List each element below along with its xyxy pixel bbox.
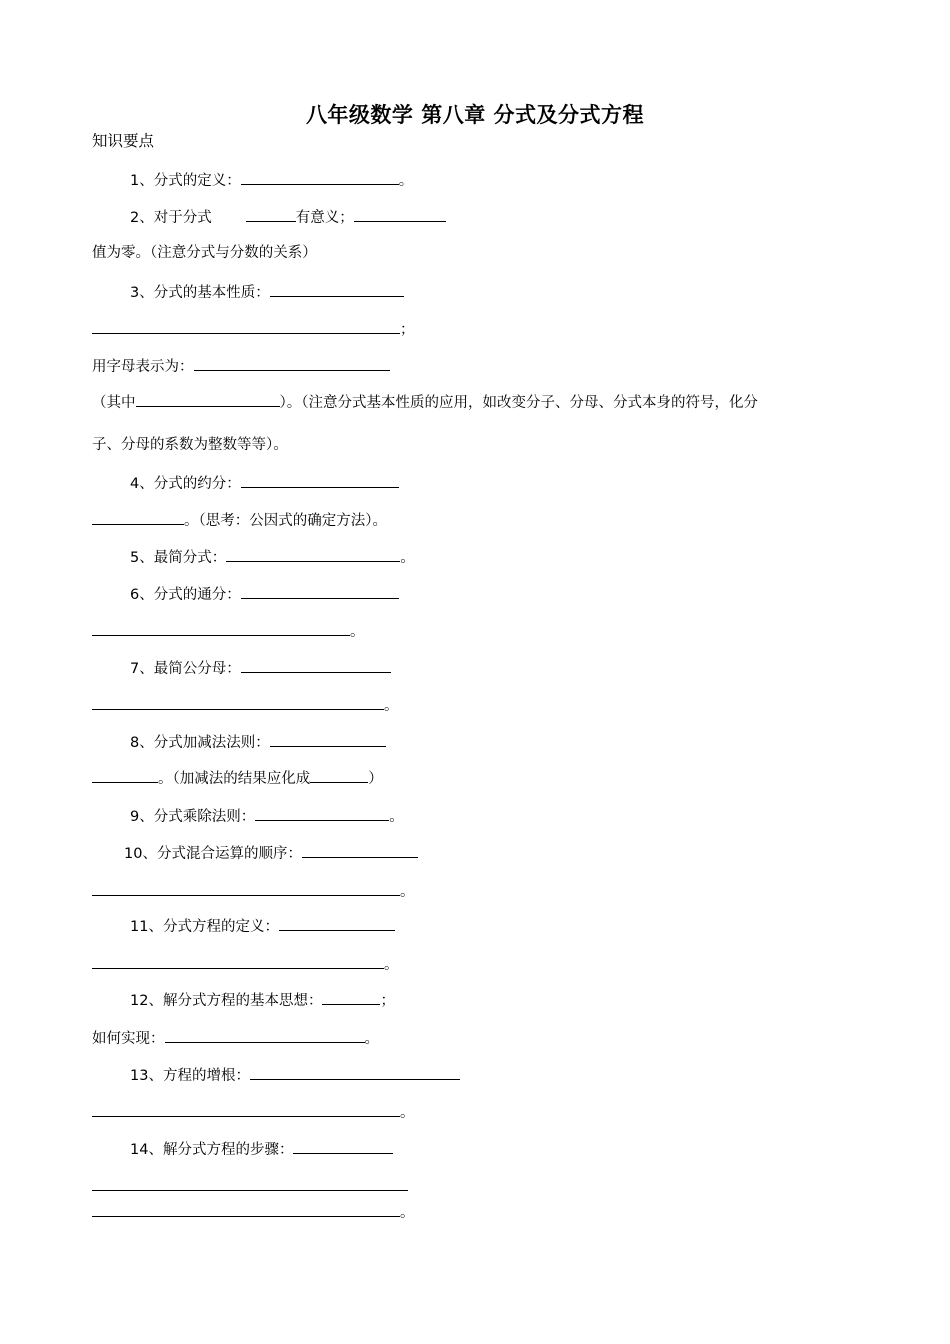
answer-blank[interactable] [241, 169, 399, 185]
answer-blank[interactable] [165, 1027, 365, 1043]
answer-blank[interactable] [92, 318, 400, 334]
answer-blank[interactable] [136, 391, 280, 407]
answer-blank[interactable] [270, 731, 386, 747]
item-14-line-2: 。 [92, 1201, 415, 1223]
answer-blank[interactable] [92, 1101, 400, 1117]
item-5: 5、最简分式： 。 [130, 546, 415, 568]
item-14-line-1 [92, 1175, 408, 1197]
answer-blank[interactable] [250, 1064, 460, 1080]
item-10-continued: 。 [92, 880, 415, 902]
page-title: 八年级数学 第八章 分式及分式方程 [305, 103, 645, 127]
item-12: 12、解分式方程的基本思想： ； [130, 989, 395, 1011]
item-2-continued: 值为零。（注意分式与分数的关系） [92, 245, 317, 261]
answer-blank[interactable] [354, 206, 446, 222]
answer-blank[interactable] [92, 953, 384, 969]
answer-blank[interactable] [92, 694, 384, 710]
item-4: 4、分式的约分： [130, 472, 399, 494]
item-3-letters: 用字母表示为： [92, 355, 390, 377]
item-8: 8、分式加减法法则： [130, 731, 386, 753]
answer-blank[interactable] [255, 805, 389, 821]
item-12-how: 如何实现： 。 [92, 1027, 379, 1049]
item-3-note: （其中 ）。（注意分式基本性质的应用，如改变分子、分母、分式本身的符号，化分 [92, 391, 758, 413]
answer-blank[interactable] [246, 206, 296, 222]
item-9: 9、分式乘除法则： 。 [130, 805, 404, 827]
item-11: 11、分式方程的定义： [130, 915, 395, 937]
answer-blank[interactable] [322, 989, 380, 1005]
answer-blank[interactable] [92, 880, 400, 896]
item-3-note-continued: 子、分母的系数为整数等等）。 [92, 437, 288, 453]
item-6-continued: 。 [92, 620, 365, 642]
answer-blank[interactable] [293, 1138, 393, 1154]
item-8-continued: 。（加减法的结果应化成 ） [92, 767, 383, 789]
item-2: 2、对于分式 有意义； [130, 206, 446, 228]
item-7: 7、最简公分母： [130, 657, 391, 679]
item-4-continued: 。（思考：公因式的确定方法）。 [92, 509, 387, 531]
answer-blank[interactable] [92, 620, 350, 636]
answer-blank[interactable] [310, 767, 368, 783]
answer-blank[interactable] [226, 546, 400, 562]
answer-blank[interactable] [92, 1201, 400, 1217]
answer-blank[interactable] [194, 355, 390, 371]
answer-blank[interactable] [241, 583, 399, 599]
section-heading: 知识要点 [92, 132, 155, 150]
answer-blank[interactable] [92, 509, 184, 525]
answer-blank[interactable] [92, 1175, 408, 1191]
answer-blank[interactable] [92, 767, 158, 783]
item-1: 1、分式的定义： 。 [130, 169, 413, 191]
item-3-continued: ； [92, 318, 415, 340]
answer-blank[interactable] [302, 842, 418, 858]
item-13: 13、方程的增根： [130, 1064, 460, 1086]
item-11-continued: 。 [92, 953, 399, 975]
answer-blank[interactable] [241, 472, 399, 488]
item-7-continued: 。 [92, 694, 399, 716]
answer-blank[interactable] [270, 281, 404, 297]
item-10: 10、分式混合运算的顺序： [124, 842, 418, 864]
item-6: 6、分式的通分： [130, 583, 399, 605]
answer-blank[interactable] [279, 915, 395, 931]
item-13-continued: 。 [92, 1101, 415, 1123]
answer-blank[interactable] [241, 657, 391, 673]
item-14: 14、解分式方程的步骤： [130, 1138, 393, 1160]
item-3: 3、分式的基本性质： [130, 281, 404, 303]
